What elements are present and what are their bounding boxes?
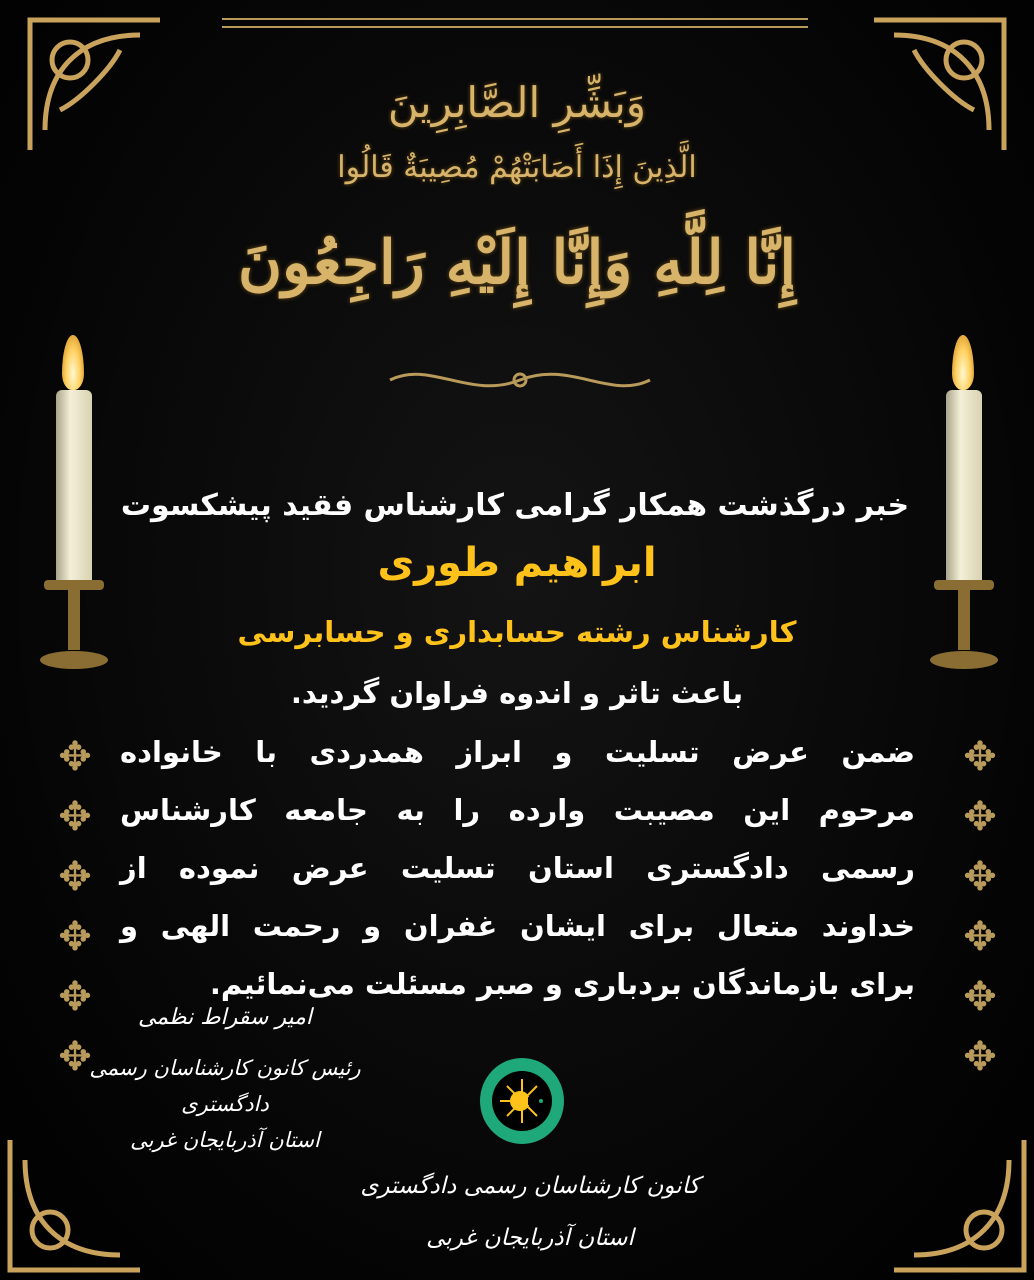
floral-ornament-icon: ✥ <box>58 734 92 780</box>
deceased-field: کارشناس رشته حسابداری و حسابرسی <box>237 615 797 649</box>
floral-ornament-icon: ✥ <box>58 794 92 840</box>
body-line: رسمی دادگستری استان تسلیت عرض نموده از <box>120 851 915 885</box>
corner-ornament-icon <box>884 1130 1034 1280</box>
condolence-body <box>120 727 915 1017</box>
floral-ornament-icon: ✥ <box>58 914 92 960</box>
verse-line-2: الَّذِينَ إِذَا أَصَابَتْهُمْ مُصِيبَةٌ قَالُوا <box>337 150 697 185</box>
floral-ornament-icon: ✥ <box>58 974 92 1020</box>
flourish-ornament-icon <box>380 360 660 400</box>
floral-ornament-icon: ✥ <box>963 974 997 1020</box>
announcement-affect: باعث تاثر و اندوه فراوان گردید. <box>290 676 744 710</box>
body-line: خداوند متعال برای ایشان غفران و رحمت الهی و <box>120 909 915 943</box>
side-ornaments-right <box>945 735 1015 1095</box>
organization-logo-icon <box>478 1057 566 1145</box>
floral-ornament-icon: ✥ <box>963 734 997 780</box>
floral-ornament-icon: ✥ <box>963 854 997 900</box>
verse-line-1: وَبَشِّرِ الصَّابِرِينَ <box>387 78 647 127</box>
organization-name-line1: کانون کارشناسان رسمی دادگستری <box>360 1173 700 1199</box>
signature-block <box>60 1005 390 1158</box>
signatory-province: استان آذربایجان غربی <box>130 1128 320 1152</box>
verse-line-3: إِنَّا لِلَّهِ وَإِنَّا إِلَيْهِ رَاجِعُونَ <box>237 228 797 298</box>
announcement-intro: خبر درگذشت همکار گرامی کارشناس فقید پیشکسوت <box>120 488 910 523</box>
floral-ornament-icon: ✥ <box>58 854 92 900</box>
top-border-line <box>222 18 808 28</box>
floral-ornament-icon: ✥ <box>58 1034 92 1080</box>
body-line: مرحوم این مصیبت وارده را به جامعه کارشناس <box>120 793 915 827</box>
floral-ornament-icon: ✥ <box>963 1034 997 1080</box>
signatory-name: امیر سقراط نظمی <box>137 1005 313 1030</box>
organization-name <box>340 1160 720 1264</box>
floral-ornament-icon: ✥ <box>963 794 997 840</box>
deceased-name: ابراهیم طوری <box>377 540 657 586</box>
signatory-title: رئیس کانون کارشناسان رسمی دادگستری <box>89 1056 361 1116</box>
body-line: برای بازماندگان بردباری و صبر مسئلت می‌نمائیم. <box>209 967 915 1001</box>
body-line: ضمن عرض تسلیت و ابراز همدردی با خانواده <box>120 735 915 769</box>
organization-name-line2: استان آذربایجان غربی <box>426 1225 634 1251</box>
floral-ornament-icon: ✥ <box>963 914 997 960</box>
